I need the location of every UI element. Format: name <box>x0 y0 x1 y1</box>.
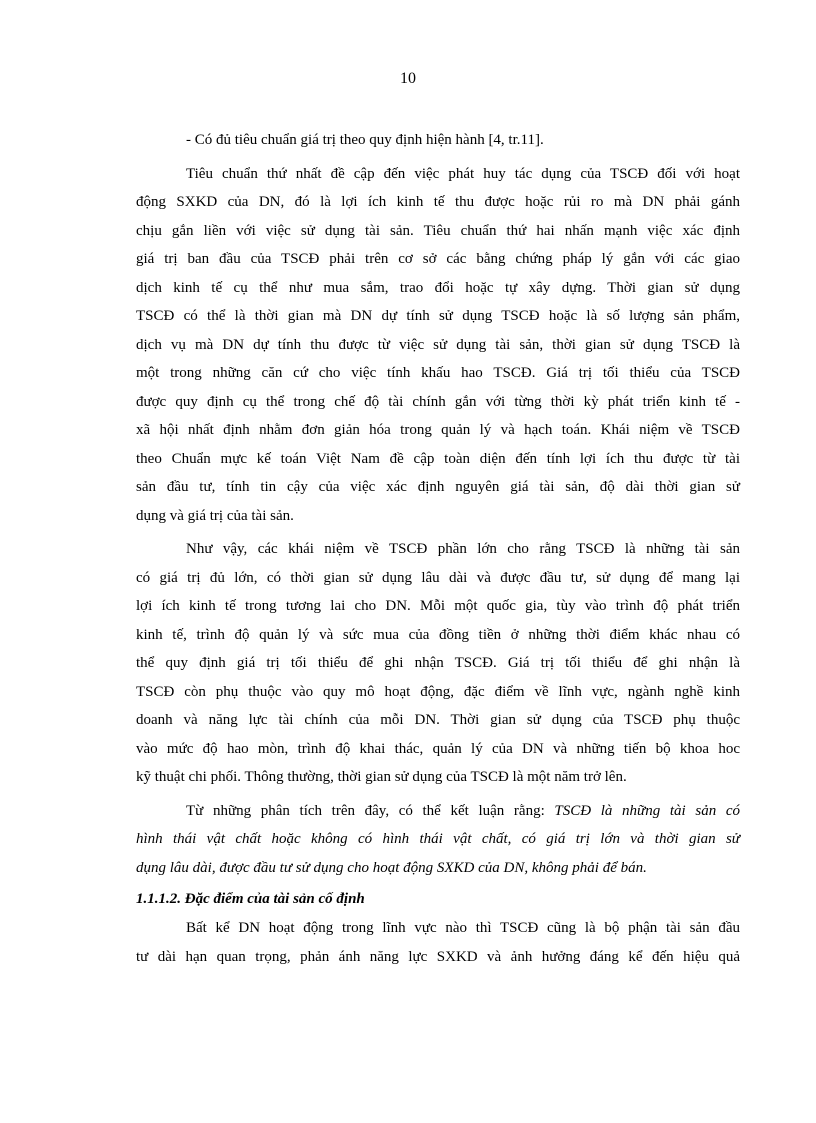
definition-line: hình thái vật chất hoặc không có hình thái vật chất, có giá trị lớn và thời gian sử <box>136 831 740 847</box>
text-line: một trong những căn cứ cho việc tính khấu hao TSCĐ. Giá trị tối thiểu của TSCĐ <box>136 365 740 381</box>
text-line: theo Chuẩn mực kế toán Việt Nam đề cập toàn diện đến tính lợi ích thu được từ tài <box>136 450 740 467</box>
text-line: dịch kinh tế cụ thể như mua sắm, trao đổi hoặc tự xây dựng. Thời gian sử dụng <box>136 279 740 296</box>
text-line: thể quy định giá trị tối thiểu để ghi nhận TSCĐ. Giá trị tối thiểu để ghi nhận là <box>136 655 740 671</box>
text-line: dụng và giá trị của tài sản. <box>136 507 294 524</box>
text-line: TSCĐ còn phụ thuộc vào quy mô hoạt động, đặc điểm về lĩnh vực, ngành nghề kinh <box>136 683 740 700</box>
text-line: động SXKD của DN, đó là lợi ích kinh tế thu được hoặc rủi ro mà DN phải gánh <box>136 194 740 210</box>
text-line <box>136 797 740 826</box>
page-number: 10 <box>400 70 416 87</box>
text-line: sản đầu tư, tính tin cậy của việc xác định nguyên giá tài sản, độ dài thời gian sử <box>136 479 740 495</box>
text-line: TSCĐ có thể là thời gian mà DN dự tính sử dụng TSCĐ hoặc là số lượng sản phẩm, <box>136 308 740 324</box>
text-line: xã hội nhất định nhằm đơn giản hóa trong quản lý và hạch toán. Khái niệm về TSCĐ <box>136 422 740 438</box>
text-line: tư dài hạn quan trọng, phản ánh năng lực SXKD và ảnh hưởng đáng kể đến hiệu quả <box>136 948 740 965</box>
document-body <box>136 126 740 971</box>
text-line: Như vậy, các khái niệm về TSCĐ phần lớn cho rằng TSCĐ là những tài sản <box>186 541 740 557</box>
text-line: được quy định cụ thể trong chế độ tài chính gắn với từng thời kỳ phát triển kinh tế - <box>136 393 740 410</box>
bullet-line: - Có đủ tiêu chuẩn giá trị theo quy định hiện hành [4, tr.11]. <box>186 132 544 148</box>
definition-line: dụng lâu dài, được đầu tư sử dụng cho hoạt động SXKD của DN, không phải để bán. <box>136 859 647 876</box>
paragraph-1 <box>136 160 740 531</box>
section-heading: 1.1.1.2. Đặc điểm của tài sản cố định <box>136 891 365 907</box>
text-line: Bất kể DN hoạt động trong lĩnh vực nào thì TSCĐ cũng là bộ phận tài sản đầu <box>186 920 740 936</box>
text-line: vào mức độ hao mòn, trình độ khai thác, quản lý của DN và những tiến bộ khoa hoc <box>136 740 740 757</box>
definition-text: TSCĐ là những tài sản có <box>554 802 741 819</box>
text-line: doanh và năng lực tài chính của mỗi DN. Thời gian sử dụng của TSCĐ phụ thuộc <box>136 712 740 728</box>
text-line: lợi ích kinh tế trong tương lai cho DN. Mỗi một quốc gia, tùy vào trình độ phát triển <box>136 598 740 614</box>
paragraph-4 <box>136 914 740 971</box>
conclusion-lead: Từ những phân tích trên đây, có thể kết luận rằng: <box>186 802 555 819</box>
paragraph-2 <box>136 535 740 792</box>
text-line: chịu gắn liền với việc sử dụng tài sản. Tiêu chuẩn thứ hai nhấn mạnh việc xác định <box>136 222 740 239</box>
text-line: kỹ thuật chi phối. Thông thường, thời gian sử dụng của TSCĐ là một năm trở lên. <box>136 769 627 785</box>
text-line: có giá trị đủ lớn, có thời gian sử dụng lâu dài và được đầu tư, sử dụng để mang lại <box>136 569 740 586</box>
text-line: giá trị ban đầu của TSCĐ phải trên cơ sở các bằng chứng pháp lý gắn với các giao <box>136 251 740 267</box>
text-line: Tiêu chuẩn thứ nhất đề cập đến việc phát huy tác dụng của TSCĐ đối với hoạt <box>186 165 740 182</box>
text-line: dịch vụ mà DN dự tính thu được từ việc sử dụng tài sản, thời gian sử dụng TSCĐ là <box>136 336 740 353</box>
text-line: kinh tế, trình độ quản lý và sức mua của đồng tiền ở những thời điểm khác nhau có <box>136 626 740 643</box>
paragraph-3 <box>136 797 740 883</box>
